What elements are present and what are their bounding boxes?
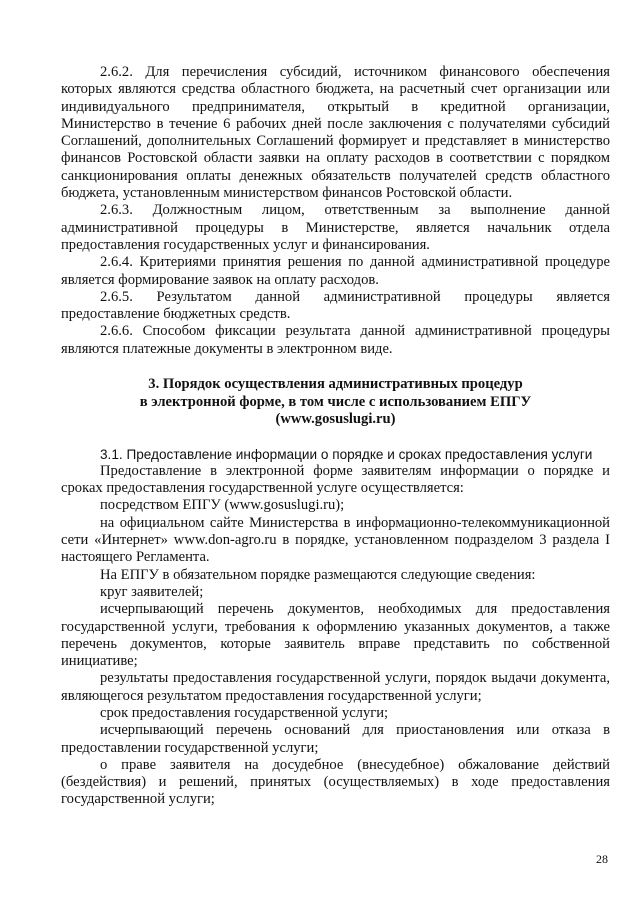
paragraph-2-6-2: 2.6.2. Для перечисления субсидий, источником финансового обеспечения которых являются средства областного бюджета, на расчетный счет организации или индивидуального предпринимателя, открытый в кредитной организации, Министерство в течение 6 рабочих дней после заключения с получателями субсидий Соглашений, дополнительных Соглашений формирует и представляет в министерство финансов Ростовской области заявки на оплату расходов в соответствии с порядком санкционирования оплаты денежных обязательств получателей средств областного бюджета, установленным министерством финансов Ростовской области. (61, 64, 610, 202)
paragraph-intro: Предоставление в электронной форме заявителям информации о порядке и сроках предоставления государственной услуге осуществляется: (61, 462, 610, 497)
section-3-heading (61, 376, 610, 429)
heading-line-1: 3. Порядок осуществления административных процедур (148, 376, 523, 393)
paragraph-3-1: 3.1. Предоставление информации о порядке и сроках предоставления услуги (100, 446, 593, 462)
list-item-results: результаты предоставления государственной услуги, порядок выдачи документа, являющегося результатом предоставления государственной услуги; (61, 670, 610, 704)
paragraph-2-6-5: 2.6.5. Результатом данной административной процедуры является предоставление бюджетных средств. (61, 288, 610, 323)
paragraph-epgu: посредством ЕПГУ (www.gosuslugi.ru); (100, 497, 345, 514)
list-item-grounds: исчерпывающий перечень оснований для приостановления или отказа в предоставлении государственной услуги; (61, 722, 610, 756)
document-body (61, 64, 610, 809)
heading-line-2: в электронной форме, в том числе с использованием ЕПГУ (139, 393, 532, 410)
heading-line-3: (www.gosuslugi.ru) (275, 411, 396, 428)
paragraph-mandatory-info: На ЕПГУ в обязательном порядке размещаются следующие сведения: (100, 566, 536, 583)
list-item-documents: исчерпывающий перечень документов, необходимых для предоставления государственной услуги, требования к оформлению указанных документов, а также перечень документов, которые заявитель вправе представить по собственной инициативе; (61, 601, 610, 670)
list-item-applicants: круг заявителей; (100, 583, 204, 600)
paragraph-2-6-3: 2.6.3. Должностным лицом, ответственным за выполнение данной административной процедуры в Министерстве, является начальник отдела предоставления государственных услуг и финансирования. (61, 202, 610, 253)
paragraph-2-6-6: 2.6.6. Способом фиксации результата данной административной процедуры являются платежные документы в электронном виде. (61, 323, 610, 357)
list-item-term: срок предоставления государственной услуги; (100, 705, 389, 721)
paragraph-official-site: на официальном сайте Министерства в информационно-телекоммуникационной сети «Интернет» www.don-agro.ru в порядке, установленном подразделом 3 раздела I настоящего Регламента. (61, 514, 610, 566)
list-item-appeal: о праве заявителя на досудебное (внесудебное) обжалование действий (бездействия) и решений, принятых (осуществляемых) в ходе предоставления государственной услуги; (61, 756, 610, 808)
paragraph-2-6-4: 2.6.4. Критериями принятия решения по данной административной процедуре является формирование заявок на оплату расходов. (61, 254, 610, 288)
page-number: 28 (596, 852, 608, 866)
